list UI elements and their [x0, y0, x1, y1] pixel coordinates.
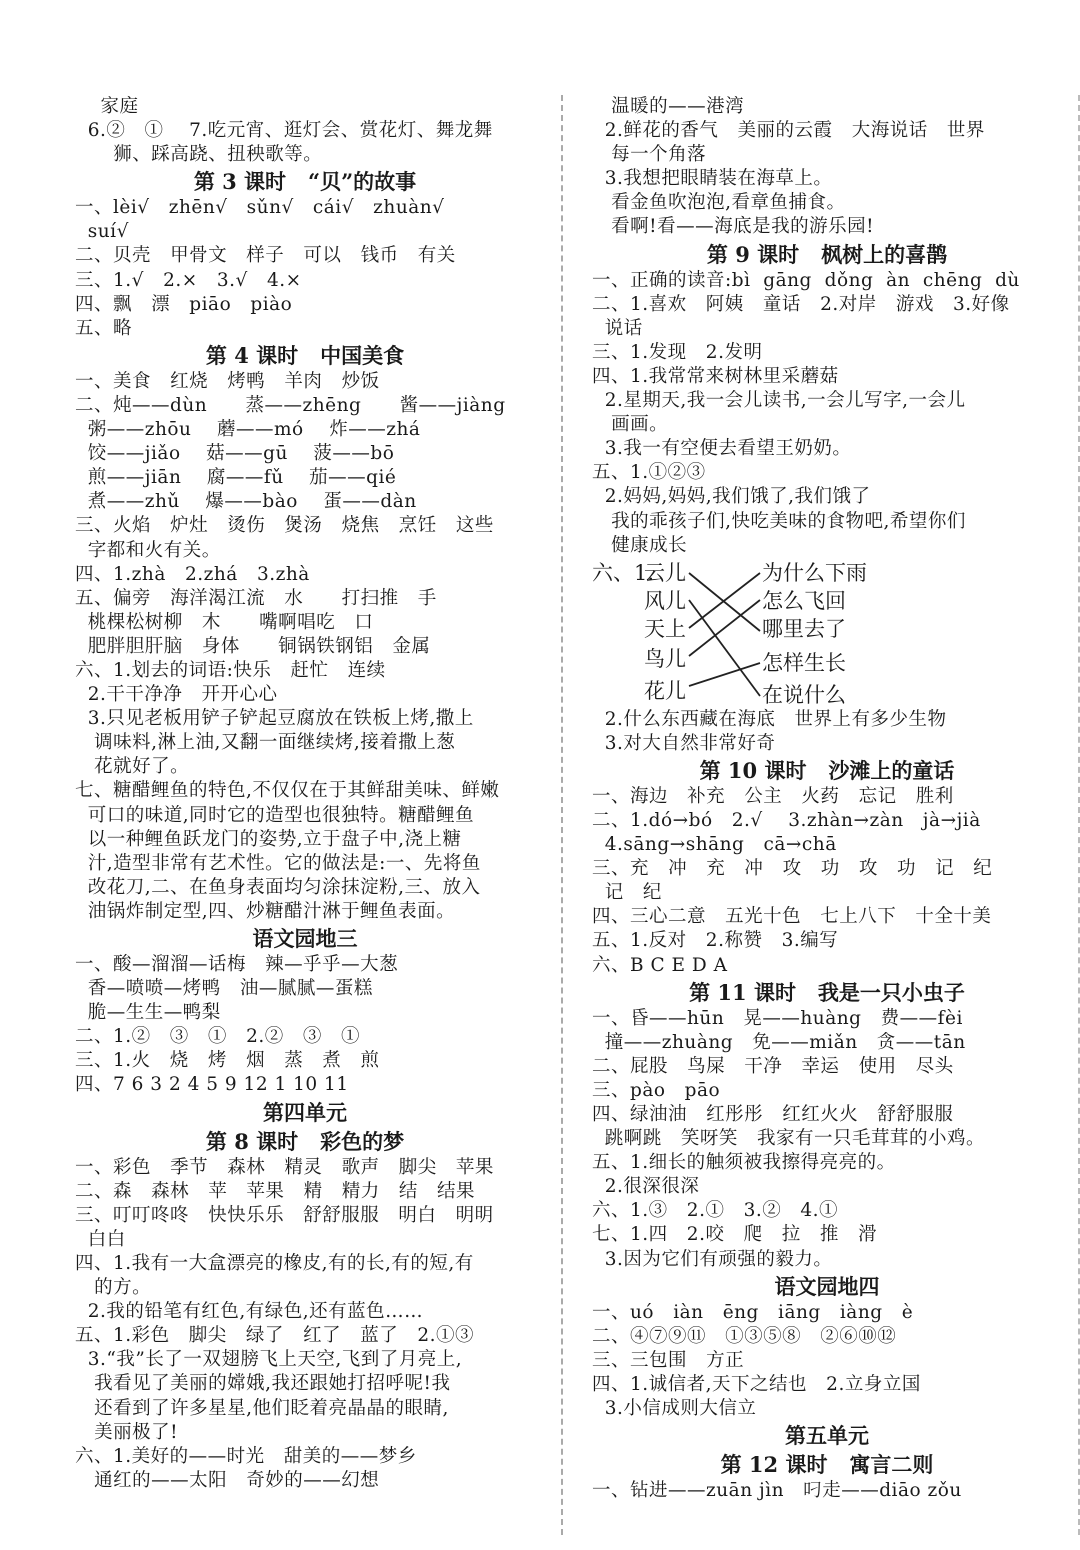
match-left-1: 云儿 — [644, 560, 686, 585]
answer-line: 五、略 — [75, 317, 133, 339]
answer-line: 四、三心二意 五光十色 七上八下 十全十美 — [592, 906, 992, 928]
answer-line: 改花刀,二、在鱼身表面均匀涂抹淀粉,三、放入 — [75, 876, 481, 898]
section-heading: 第 9 课时 枫树上的喜鹊 — [706, 241, 948, 267]
section-heading: 语文园地四 — [774, 1273, 880, 1299]
answer-line: 五、偏旁 海洋渴江流 水 打扫推 手 — [75, 587, 437, 609]
answer-line: 一、酸—溜溜—话梅 辣—乎乎—大葱 — [75, 954, 399, 975]
answer-line: 六、1.美好的——时光 甜美的——梦乡 — [75, 1445, 417, 1467]
answer-line: 花就好了。 — [75, 756, 190, 778]
section-heading: 第 3 课时 “贝”的故事 — [193, 169, 417, 195]
answer-line: 2.干干净净 开开心心 — [75, 684, 278, 706]
answer-line: 二、炖——dùn 蒸——zhēng 酱——jiàng — [75, 394, 506, 416]
answer-line: 健康成长 — [592, 534, 688, 556]
answer-line: 五、1.彩色 脚尖 绿了 红了 蓝了 2.①③ — [75, 1325, 475, 1347]
answer-line: 字都和火有关。 — [75, 539, 221, 561]
answer-line: 我的乖孩子们,快吃美味的食物吧,希望你们 — [592, 510, 966, 532]
answer-line: 五、1.反对 2.称赞 3.编写 — [592, 930, 839, 952]
answer-line: 四、绿油油 红彤彤 红红火火 舒舒服服 — [592, 1104, 954, 1125]
answer-line: suí√ — [75, 221, 129, 243]
answer-line: 六、B C E D A — [592, 954, 728, 976]
right-column-bottom — [592, 708, 1062, 1504]
answer-line: 五、1.①②③ — [592, 462, 706, 484]
answer-line: 3.我想把眼睛装在海草上。 — [592, 168, 833, 190]
match-left-4: 鸟儿 — [644, 646, 686, 671]
answer-line: 记 纪 — [592, 882, 662, 904]
answer-line: 狮、踩高跷、扭秧歌等。 — [75, 144, 323, 166]
answer-line: 三、充 冲 充 冲 攻 功 攻 功 记 纪 — [592, 858, 993, 880]
answer-line: 3.我一有空便去看望王奶奶。 — [592, 438, 852, 460]
answer-line: 撞——zhuàng 免——miǎn 贪——tān — [592, 1031, 966, 1053]
answer-line: 二、④⑦⑨⑪ ①③⑤⑧ ②⑥⑩⑫ — [592, 1325, 897, 1347]
answer-line: 饺——jiǎo 菇——gū 菠——bō — [75, 443, 395, 465]
match-right-1: 为什么下雨 — [762, 560, 867, 585]
answer-line: 三、pào pāo — [592, 1079, 721, 1101]
answer-line: 调味料,淋上油,又翻一面继续烤,接着撒上葱 — [75, 732, 456, 754]
answer-line: 四、1.zhà 2.zhá 3.zhà — [75, 563, 310, 585]
answer-line: 四、7 6 3 2 4 5 9 12 1 10 11 — [75, 1074, 349, 1096]
answer-line: 一、美食 红烧 烤鸭 羊肉 炒饭 — [75, 370, 380, 392]
answer-line: 桃棵松树柳 木 嘴啊唱吃 口 — [75, 611, 374, 633]
right-column-top — [592, 95, 1062, 558]
answer-line: 2.鲜花的香气 美丽的云霞 大海说话 世界 — [592, 120, 985, 142]
answer-line: 二、屁股 鸟屎 干净 幸运 使用 尽头 — [592, 1055, 954, 1077]
answer-line: 3.小信成则大信立 — [592, 1398, 757, 1420]
answer-line: 三、三包围 方正 — [592, 1349, 745, 1371]
answer-line: 四、飘 漂 piāo piào — [75, 293, 293, 315]
answer-line: 一、lèi√ zhēn√ sǔn√ cái√ zhuàn√ — [75, 197, 445, 219]
answer-line: 4.sāng→shāng cā→chā — [592, 834, 837, 856]
match-left-3: 天上 — [644, 616, 686, 641]
answer-line: 3.只见老板用铲子铲起豆腐放在铁板上烤,撒上 — [75, 708, 474, 730]
answer-line: 3.对大自然非常好奇 — [592, 732, 776, 754]
answer-line: 油锅炸制定型,四、炒糖醋汁淋于鲤鱼表面。 — [75, 900, 456, 922]
answer-line: 还看到了许多星星,他们眨着亮晶晶的眼睛, — [75, 1397, 449, 1419]
column-divider — [561, 95, 563, 1535]
answer-line: 三、1.发现 2.发明 — [592, 341, 763, 363]
answer-line: 五、1.细长的触须被我擦得亮亮的。 — [592, 1152, 896, 1174]
answer-line: 说话 — [592, 317, 643, 339]
answer-line: 可口的味道,同时它的造型也很独特。糖醋鲤鱼 — [75, 804, 475, 826]
answer-line: 美丽极了! — [75, 1421, 179, 1443]
answer-line: 四、1.诚信者,天下之结也 2.立身立国 — [592, 1373, 921, 1395]
answer-line: 白白 — [75, 1228, 126, 1250]
answer-line: 一、钻进——zuān jìn 叼走——diāo zǒu — [592, 1480, 962, 1502]
answer-line: 香—喷喷—烤鸭 油—腻腻—蛋糕 — [75, 978, 373, 1000]
section-heading: 第四单元 — [263, 1099, 347, 1125]
section-heading: 第 10 课时 沙滩上的童话 — [699, 757, 955, 783]
answer-line: 2.我的铅笔有红色,有绿色,还有蓝色…… — [75, 1301, 424, 1323]
answer-line: 煎——jiān 腐——fǔ 茄——qié — [75, 467, 397, 489]
answer-line: 二、贝壳 甲骨文 样子 可以 钱币 有关 — [75, 245, 456, 267]
answer-line: 3.因为它们有顽强的毅力。 — [592, 1248, 833, 1270]
answer-line: 一、uó iàn ēng iāng iàng è — [592, 1301, 914, 1323]
answer-line: 2.星期天,我一会儿读书,一会儿写字,一会儿 — [592, 390, 966, 412]
section-heading: 第 4 课时 中国美食 — [205, 342, 405, 368]
answer-line: 四、1.我常常来树林里采蘑菇 — [592, 365, 839, 387]
answer-line: 一、彩色 季节 森林 精灵 歌声 脚尖 苹果 — [75, 1156, 494, 1178]
answer-line: 的方。 — [75, 1277, 152, 1299]
answer-line: 六、1.③ 2.① 3.② 4.① — [592, 1200, 839, 1222]
answer-line: 三、1.火 烧 烤 烟 蒸 煮 煎 — [75, 1050, 380, 1072]
section-heading: 第 11 课时 我是一只小虫子 — [689, 979, 965, 1005]
answer-line: 二、1.喜欢 阿姨 童话 2.对岸 游戏 3.好像 — [592, 293, 1010, 315]
answer-line: 三、1.√ 2.× 3.√ 4.× — [75, 269, 302, 291]
answer-line: 汁,造型非常有艺术性。它的做法是:一、先将鱼 — [75, 852, 481, 874]
answer-line: 温暖的——港湾 — [592, 96, 745, 117]
answer-line: 通红的——太阳 奇妙的——幻想 — [75, 1469, 380, 1491]
section-heading: 第 8 课时 彩色的梦 — [205, 1128, 405, 1154]
match-right-4: 怎样生长 — [762, 650, 846, 675]
right-column — [592, 95, 1062, 1503]
answer-line: 煮——zhǔ 爆——bào 蛋——dàn — [75, 491, 417, 513]
match-right-3: 哪里去了 — [762, 616, 846, 641]
answer-line: 七、糖醋鲤鱼的特色,不仅仅在于其鲜甜美味、鲜嫩 — [75, 780, 500, 802]
answer-line: 画画。 — [592, 414, 669, 436]
answer-line: 二、1.dó→bó 2.√ 3.zhàn→zàn jà→jià — [592, 809, 981, 831]
answer-line: 一、正确的读音:bì gāng dǒng àn chēng dù — [592, 269, 1020, 291]
match-left-5: 花儿 — [644, 678, 686, 703]
answer-line: 家庭 — [75, 96, 139, 117]
match-left-2: 风儿 — [644, 588, 686, 613]
answer-line: 2.妈妈,妈妈,我们饿了,我们饿了 — [592, 486, 871, 508]
matching-exercise — [592, 558, 1062, 708]
answer-line: 看金鱼吹泡泡,看章鱼捕食。 — [592, 192, 846, 214]
answer-line: 三、火焰 炉灶 烫伤 煲汤 烧焦 烹饪 这些 — [75, 515, 494, 537]
matching-prefix: 六、1. — [592, 560, 655, 585]
answer-line: 以一种鲤鱼跃龙门的姿势,立于盘子中,浇上糖 — [75, 828, 462, 850]
answer-line: 三、叮叮咚咚 快快乐乐 舒舒服服 明白 明明 — [75, 1204, 494, 1226]
answer-line: 2.什么东西藏在海底 世界上有多少生物 — [592, 708, 947, 730]
answer-line: 2.很深很深 — [592, 1176, 700, 1198]
match-right-2: 怎么飞回 — [762, 588, 846, 613]
section-heading: 语文园地三 — [252, 926, 358, 951]
answer-line: 一、海边 补充 公主 火药 忘记 胜利 — [592, 785, 954, 807]
section-heading: 第五单元 — [785, 1423, 869, 1449]
answer-line: 一、昏——hūn 晃——huàng 费——fèi — [592, 1007, 963, 1029]
section-heading: 第 12 课时 寓言二则 — [720, 1452, 934, 1478]
answer-line: 我看见了美丽的嫦娥,我还跟她打招呼呢!我 — [75, 1373, 451, 1395]
answer-line: 粥——zhōu 蘑——mó 炸——zhá — [75, 419, 421, 441]
match-right-5: 在说什么 — [762, 682, 846, 707]
answer-line: 二、1.② ③ ① 2.② ③ ① — [75, 1026, 361, 1048]
answer-line: 脆—生生—鸭梨 — [75, 1002, 221, 1024]
left-column — [75, 95, 535, 1493]
answer-line: 二、森 森林 苹 苹果 精 精力 结 结果 — [75, 1180, 475, 1202]
answer-line: 肥胖胆肝脑 身体 铜锅铁钢铝 金属 — [75, 635, 431, 657]
answer-line: 四、1.我有一大盒漂亮的橡皮,有的长,有的短,有 — [75, 1252, 474, 1274]
answer-line: 七、1.四 2.咬 爬 拉 推 滑 — [592, 1224, 878, 1246]
answer-line: 每一个角落 — [592, 144, 707, 166]
answer-line: 六、1.划去的词语:快乐 赶忙 连续 — [75, 659, 386, 681]
answer-line: 6.② ① 7.吃元宵、逛灯会、赏花灯、舞龙舞 — [75, 120, 493, 142]
answer-line: 3.“我”长了一双翅膀飞上天空,飞到了月亮上, — [75, 1349, 463, 1371]
answer-line: 跳啊跳 笑呀笑 我家有一只毛茸茸的小鸡。 — [592, 1128, 986, 1150]
answer-line: 看啊!看——海底是我的游乐园! — [592, 216, 875, 238]
